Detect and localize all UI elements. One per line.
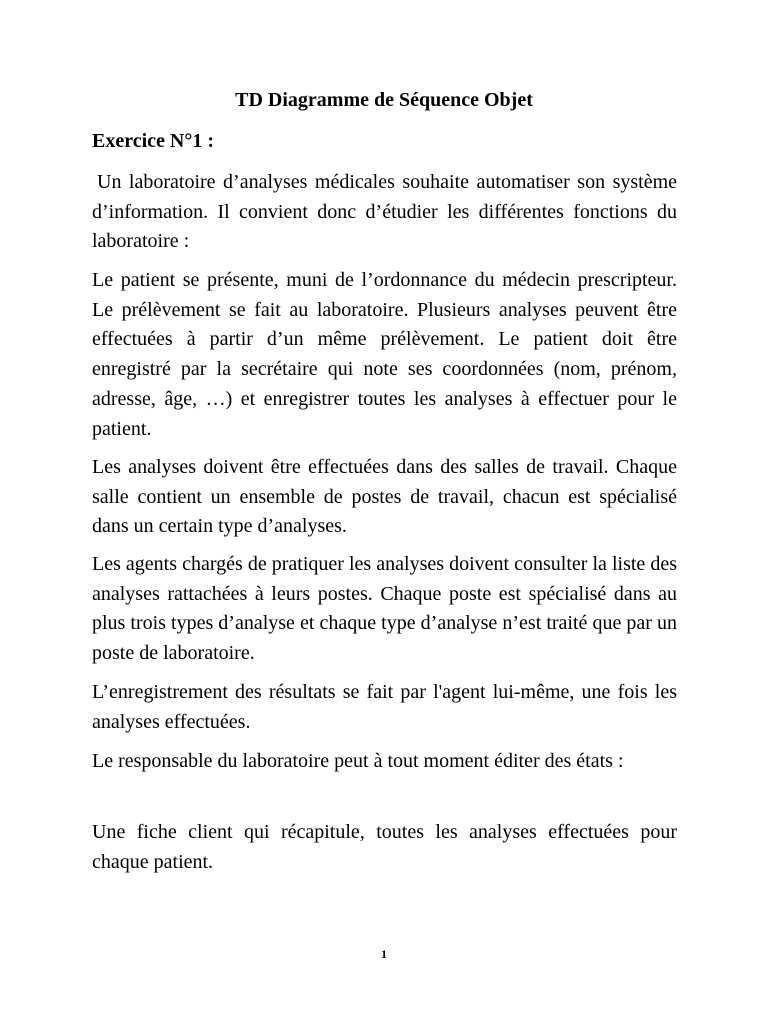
paragraph-agents: Les agents chargés de pratiquer les analyses doivent consulter la liste des analyses rattachées à leurs postes. Chaque poste est spécialisé dans au plus trois types d’analyse et chaque type d’analyse n’est traité que par un poste de laboratoire. xyxy=(92,553,677,665)
paragraph-client-sheet: Une fiche client qui récapitule, toutes les analyses effectuées pour chaque patient. xyxy=(92,821,677,873)
paragraph-intro: Un laboratoire d’analyses médicales souhaite automatiser son système d’information. Il convient donc d’étudier les différentes fonctions du laboratoire : xyxy=(92,171,677,253)
paragraph-manager: Le responsable du laboratoire peut à tout moment éditer des états : xyxy=(92,750,624,772)
exercise-heading: Exercice N°1 : xyxy=(92,130,215,152)
paragraph-results: L’enregistrement des résultats se fait par l'agent lui-même, une fois les analyses effectuées. xyxy=(92,681,677,733)
paragraph-rooms: Les analyses doivent être effectuées dans des salles de travail. Chaque salle contient un ensemble de postes de travail, chacun est spécialisé dans un certain type d’analyses. xyxy=(92,456,677,538)
paragraph-patient: Le patient se présente, muni de l’ordonnance du médecin prescripteur. Le prélèvement se fait au laboratoire. Plusieurs analyses peuvent être effectuées à partir d’un même prélèvement. Le patient doit être enregistré par la secrétaire qui note ses coordonnées (nom, prénom, adresse, âge, …) et enregistrer toutes les analyses à effectuer pour le patient. xyxy=(92,269,677,440)
document-title: TD Diagramme de Séquence Objet xyxy=(235,89,533,111)
page-number: 1 xyxy=(381,947,387,961)
